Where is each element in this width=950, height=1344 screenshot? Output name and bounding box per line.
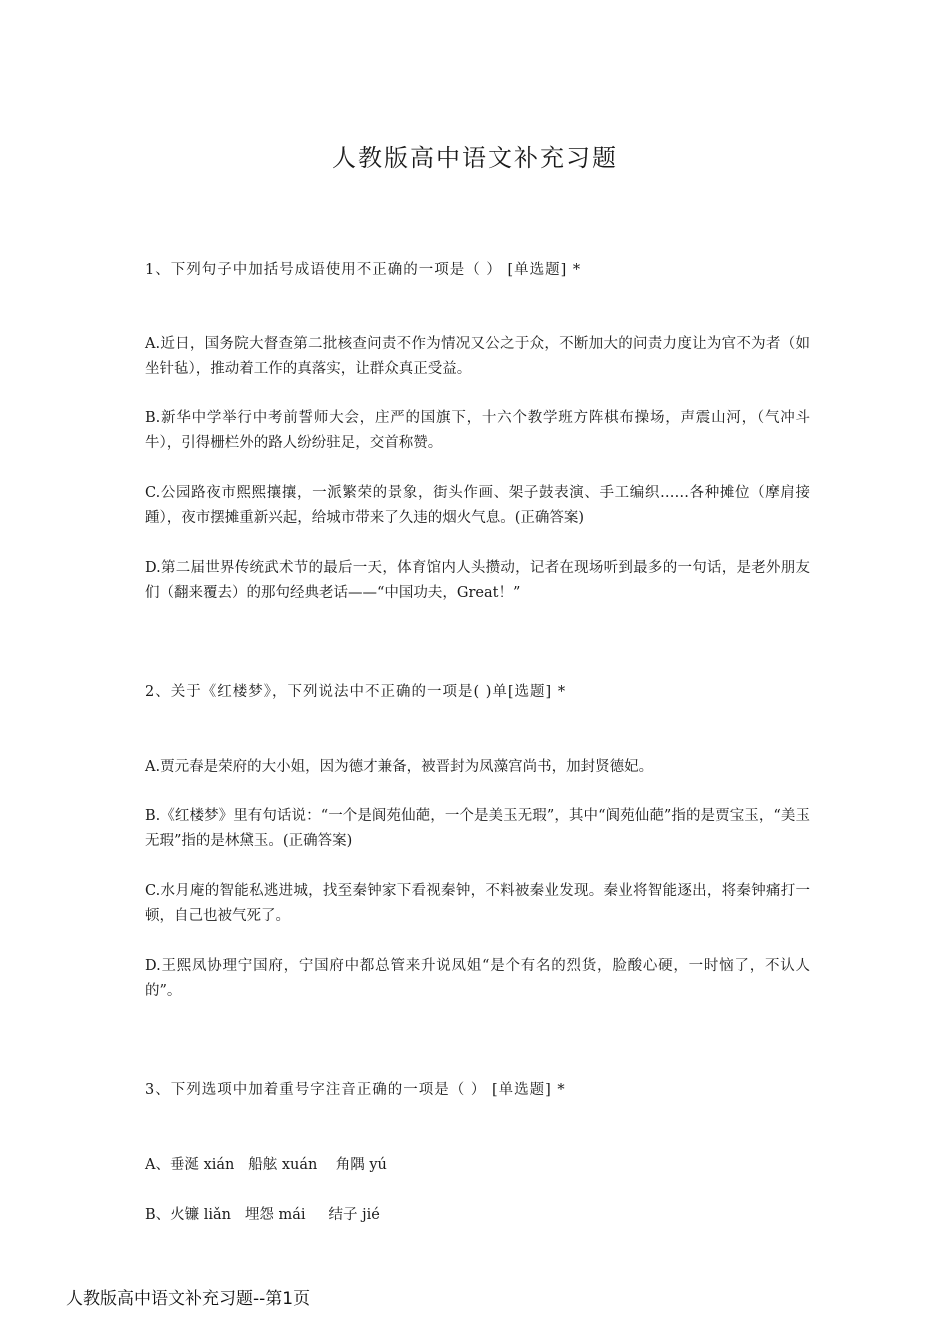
question-1-option-d: D.第二届世界传统武术节的最后一天，体育馆内人头攒动，记者在现场听到最多的一句话，是老外朋友们（翻来覆去）的那句经典老话——“中国功夫，Great！” <box>145 560 810 601</box>
question-2-option-d: D.王熙凤协理宁国府，宁国府中都总管来升说凤姐“是个有名的烈货，脸酸心硬，一时恼了，不认人的”。 <box>145 958 810 999</box>
question-3-option-a: A、垂涎 xián 船舷 xuán 角隅 yú <box>145 1157 387 1173</box>
question-1-stem: 1、下列句子中加括号成语使用不正确的一项是（ ） [单选题] * <box>145 262 582 278</box>
question-1-option-b: B.新华中学举行中考前誓师大会，庄严的国旗下，十六个教学班方阵棋布操场，声震山河，（气冲斗牛），引得栅栏外的路人纷纷驻足，交首称赞。 <box>145 410 810 451</box>
question-3-option-b: B、火镰 liǎn 埋怨 mái 结子 jié <box>145 1207 380 1223</box>
page-title: 人教版高中语文补充习题 <box>332 144 618 172</box>
question-2-option-b: B.《红楼梦》里有句话说：“一个是阆苑仙葩，一个是美玉无瑕”，其中“阆苑仙葩”指的是贾宝玉，“美玉无瑕”指的是林黛玉。(正确答案) <box>145 808 810 849</box>
question-2-option-c: C.水月庵的智能私逃进城，找至秦钟家下看视秦钟，不料被秦业发现。秦业将智能逐出，将秦钟痛打一顿，自己也被气死了。 <box>145 883 810 924</box>
question-1-option-a: A.近日，国务院大督查第二批核查问责不作为情况又公之于众，不断加大的问责力度让为官不为者（如坐针毡），推动着工作的真落实，让群众真正受益。 <box>145 336 810 377</box>
question-2-stem: 2、关于《红楼梦》，下列说法中不正确的一项是( )单[选题] * <box>145 684 567 700</box>
page-footer: 人教版高中语文补充习题--第1页 <box>66 1289 311 1309</box>
question-2-option-a: A.贾元春是荣府的大小姐，因为德才兼备，被晋封为凤藻宫尚书，加封贤德妃。 <box>145 759 654 775</box>
question-1-option-c: C.公园路夜市熙熙攘攘，一派繁荣的景象，街头作画、架子鼓表演、手工编织……各种摊位（摩肩接踵），夜市摆摊重新兴起，给城市带来了久违的烟火气息。(正确答案) <box>145 485 810 526</box>
question-3-stem: 3、下列选项中加着重号字注音正确的一项是（ ） [单选题] * <box>145 1082 566 1098</box>
